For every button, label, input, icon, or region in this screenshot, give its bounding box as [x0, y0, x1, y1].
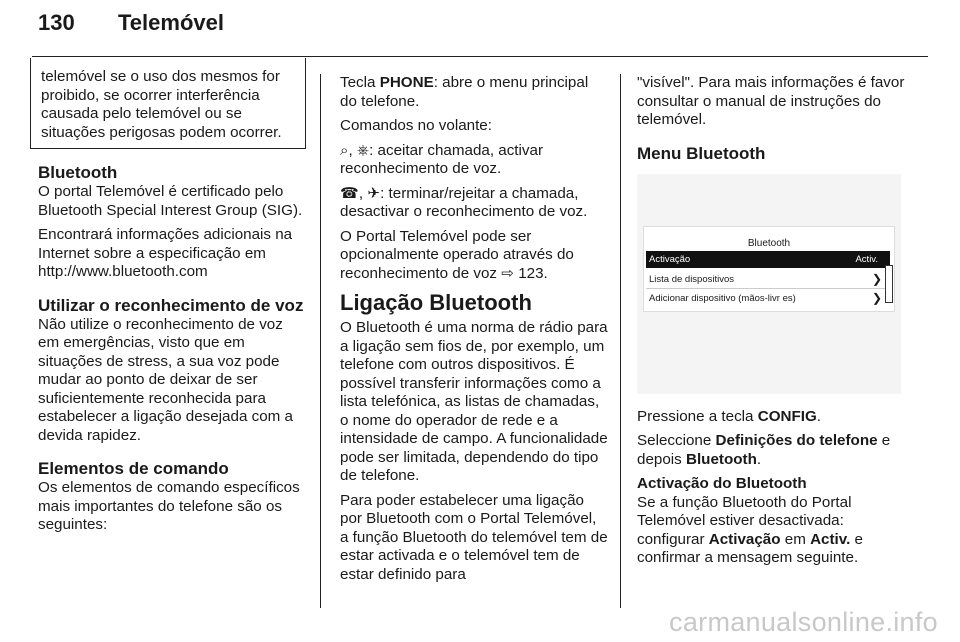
- steering-paragraph: Comandos no volante:: [340, 117, 492, 134]
- controls-heading: Elementos de comando: [38, 459, 229, 478]
- screen-row-device-list: Lista de dispositivos ❯: [646, 271, 890, 289]
- chevron-right-icon: ❯: [871, 290, 882, 305]
- warning-text: telemóvel se o uso dos mesmos for proibido, se ocorrer interferência causada pelo telemóvel ou se situações perigosas podem ocorrer.: [41, 68, 282, 141]
- connection-paragraph-1: O Bluetooth é uma norma de rádio para a ligação sem fios de, por exemplo, um telefone com outros dispositivos. É possível transferir informações como a lista telefónica, as listas de chamadas, o nome do operador de rede e a intensidade de campo. A funcionalidade pode ser limitada, dependendo do tipo de telefone.: [340, 319, 608, 484]
- chevron-right-icon: ❯: [871, 271, 882, 286]
- watermark: carmanualsonline.info: [669, 607, 938, 637]
- voice-heading: Utilizar o reconhecimento de voz: [38, 295, 304, 315]
- press-config-paragraph: Pressione a tecla CONFIG.: [637, 407, 822, 425]
- bluetooth-screen-illustration: [637, 174, 901, 394]
- voice-paragraph: Não utilize o reconhecimento de voz em emergências, visto que em situações de stress, a sua voz pode mudar ao ponto de deixar de ser suficientemente reconhecida para estabelecer a ligação desejada com a devida rapidez.: [38, 315, 293, 444]
- screen-row-value: Activ.: [855, 253, 878, 265]
- display-screen: [643, 226, 895, 312]
- bluetooth-heading: Bluetooth: [38, 163, 118, 182]
- connection-paragraph-2: Para poder estabelecer uma ligação por Bluetooth com o Portal Telemóvel, a função Bluetooth do telemóvel tem de estar activada e o telemóvel tem de estar definido para: [340, 491, 608, 583]
- accept-call-icon: ⌕, ⎈: [340, 141, 370, 159]
- optional-voice-paragraph: O Portal Telemóvel pode ser opcionalmente operado através do reconhecimento de voz ⇨ 123.: [340, 227, 574, 282]
- end-call-icon: ☎, ✈: [340, 184, 381, 202]
- visible-paragraph: "visível". Para mais informações é favor consultar o manual de instruções do telemóvel.: [637, 74, 905, 128]
- screen-row-add-device: Adicionar dispositivo (mãos-livr es) ❯: [649, 290, 882, 305]
- select-paragraph: Seleccione Definições do telefone e depois Bluetooth.: [637, 432, 891, 468]
- end-paragraph: ☎, ✈: terminar/rejeitar a chamada, desactivar o reconhecimento de voz.: [340, 184, 588, 220]
- column-divider-1: [320, 74, 321, 608]
- page-number: 130: [38, 10, 75, 35]
- activation-heading: Activação do Bluetooth: [637, 475, 807, 492]
- controls-paragraph: Os elementos de comando específicos mais importantes do telefone são os seguintes:: [38, 479, 300, 533]
- page-title: Telemóvel: [118, 10, 224, 35]
- connection-heading: Ligação Bluetooth: [340, 290, 532, 315]
- accept-paragraph: ⌕, ⎈: aceitar chamada, activar reconhecimento de voz.: [340, 141, 544, 177]
- screen-title: Bluetooth: [747, 237, 791, 249]
- bluetooth-paragraph-1: O portal Telemóvel é certificado pelo Bluetooth Special Interest Group (SIG).: [38, 183, 303, 219]
- column-3: [637, 74, 912, 574]
- column-divider-2: [620, 74, 621, 608]
- screen-row-activation: Activação Activ.: [646, 251, 890, 268]
- column-1: [38, 68, 308, 541]
- column-2: [340, 74, 608, 590]
- phone-key-label: PHONE: [379, 74, 434, 91]
- page-reference: ⇨ 123.: [497, 264, 548, 282]
- menu-bluetooth-heading: Menu Bluetooth: [637, 143, 766, 163]
- header-divider: [32, 56, 928, 57]
- phone-key-paragraph: Tecla PHONE: abre o menu principal do telefone.: [340, 74, 589, 110]
- screen-scrollbar: [885, 265, 893, 303]
- warning-box: [30, 58, 306, 149]
- bluetooth-paragraph-2: Encontrará informações adicionais na Internet sobre a especificação em http://www.bluetooth.com: [38, 226, 293, 280]
- activation-paragraph: Se a função Bluetooth do Portal Telemóvel estiver desactivada: configurar Activação em Activ. e confirmar a mensagem seguinte.: [637, 493, 863, 566]
